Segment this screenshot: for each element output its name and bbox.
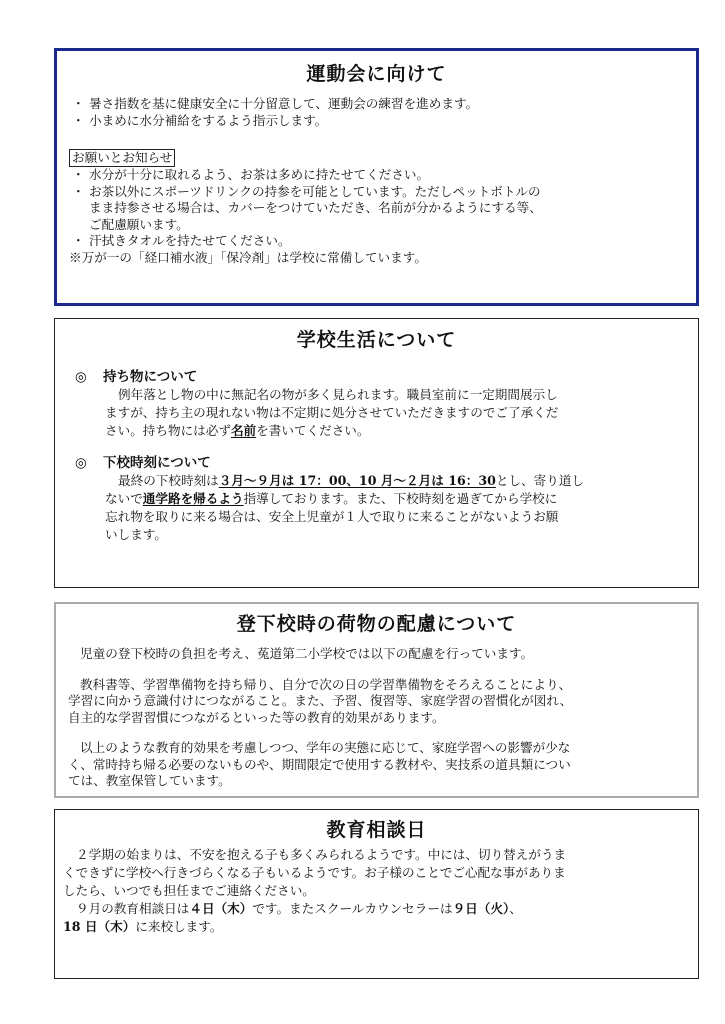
paragraph-line: 教科書等、学習準備物を持ち帰り、自分で次の日の学習準備物をそろえることにより、 <box>80 676 572 692</box>
paragraph-line: ２学期の始まりは、不安を抱える子も多くみられるようです。中には、切り替えがうま <box>76 847 567 862</box>
paragraph-line: さい。持ち物には必ず名前を書いてください。 <box>105 423 370 438</box>
section-title: 登下校時の荷物の配慮について <box>236 613 517 635</box>
list-item-continuation: まま持参させる場合は、カバーをつけていただき、名前が分かるようにする等、 <box>89 200 542 215</box>
list-item: ・ 汗拭きタオルを持たせてください。 <box>72 233 291 248</box>
section-title: 学校生活について <box>296 329 457 351</box>
paragraph-line: くできずに学校へ行きづらくなる子もいるようです。お子様のことでご心配な事がありま <box>63 865 566 880</box>
item-heading: ◎ 持ち物について <box>75 369 198 385</box>
paragraph-line: ますが、持ち主の現れない物は不定期に処分させていただきますのでご了承くだ <box>105 405 559 420</box>
paragraph-line: ９月の教育相談日は４日（木）です。またスクールカウンセラーは９日（火）、 <box>76 901 522 916</box>
note-text: ※万が一の「経口補水液」「保冷剤」は学校に常備しています。 <box>69 249 427 265</box>
list-item: ・ 小まめに水分補給をするよう指示します。 <box>72 112 328 128</box>
paragraph-line: 自主的な学習習慣につながるといった等の教育的効果があります。 <box>68 709 445 725</box>
paragraph-line: 忘れ物を取りに来る場合は、安全上児童が１人で取りに来ることがないようお願 <box>105 509 559 524</box>
list-item: ・ 水分が十分に取れるよう、お茶は多めに持たせてください。 <box>72 167 430 182</box>
paragraph-line: 以上のような教育的効果を考慮しつつ、学年の実態に応じて、家庭学習への影響が少な <box>80 740 571 755</box>
list-item: ・ 暑さ指数を基に健康安全に十分留意して、運動会の練習を進めます。 <box>72 96 479 111</box>
paragraph-line: 最終の下校時刻は３月～９月は 17：00、10 月～２月は 16：30とし、寄り道し <box>118 473 584 488</box>
paragraph-line: いします。 <box>105 527 167 542</box>
paragraph-line: 18 日（木）に来校します。 <box>63 919 223 934</box>
paragraph-line: ては、教室保管しています。 <box>68 773 231 788</box>
section-title: 教育相談日 <box>326 819 427 841</box>
notice-label: お願いとお知らせ <box>69 149 175 167</box>
paragraph-line: ないで通学路を帰るよう指導しております。また、下校時刻を過ぎてから学校に <box>105 491 558 506</box>
paragraph-line: 児童の登下校時の負担を考え、菟道第二小学校では以下の配慮を行っています。 <box>80 646 534 661</box>
list-item: ・ お茶以外にスポーツドリンクの持参を可能としています。ただしペットボトルの <box>72 183 541 199</box>
section-soudan <box>54 809 699 979</box>
paragraph-line: したら、いつでも担任までご連絡ください。 <box>63 883 315 898</box>
section-gakkou <box>54 318 699 588</box>
section-title: 運動会に向けて <box>306 63 447 85</box>
paragraph-line: 学習に向かう意識付けにつながること。また、予習、復習等、家庭学習の習慣化が図れ、 <box>68 693 573 708</box>
paragraph-line: 例年落とし物の中に無記名の物が多く見られます。職員室前に一定期間展示し <box>118 387 558 402</box>
section-undoukai <box>54 48 699 306</box>
list-item-continuation: ご配慮願います。 <box>89 216 189 232</box>
paragraph-line: く、常時持ち帰る必要のないものや、期間限定で使用する教材や、実技系の道具類につい <box>68 756 571 772</box>
item-heading: ◎ 下校時刻について <box>75 455 211 471</box>
section-nimotsu <box>54 602 699 798</box>
